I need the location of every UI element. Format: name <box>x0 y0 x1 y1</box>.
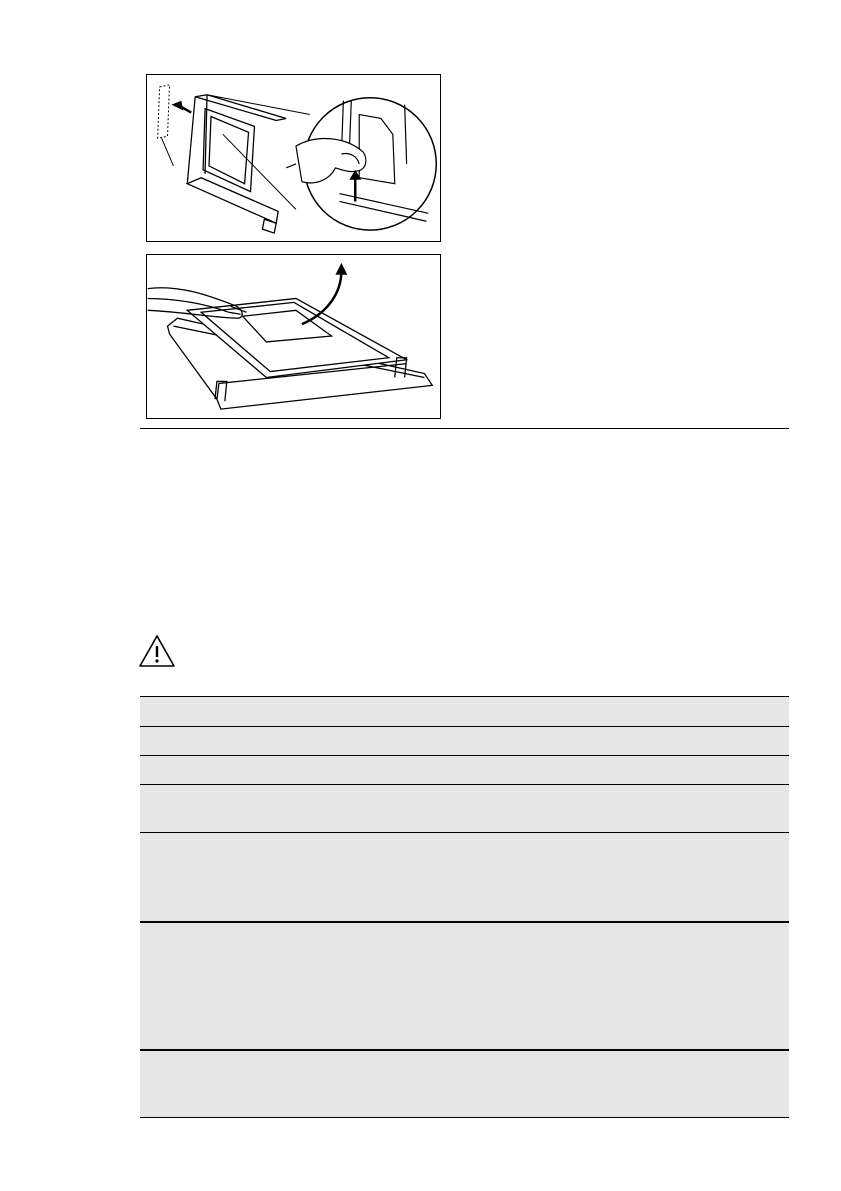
troubleshooting-table <box>140 696 789 1118</box>
table-row <box>140 1049 789 1117</box>
table-row <box>140 832 789 921</box>
table-row <box>140 726 789 755</box>
table-bottom-rule <box>140 1117 789 1118</box>
figure-lift-glass <box>146 254 441 419</box>
section-divider <box>140 428 789 429</box>
table-header-row <box>140 696 789 726</box>
figure-remove-clip <box>146 74 441 242</box>
hand-lifting-door-glass-icon <box>147 255 440 418</box>
table-row <box>140 784 789 832</box>
hand-pressing-door-clip-icon <box>147 75 440 241</box>
table-row <box>140 755 789 784</box>
table-row <box>140 921 789 1049</box>
warning-triangle-icon <box>138 634 176 668</box>
